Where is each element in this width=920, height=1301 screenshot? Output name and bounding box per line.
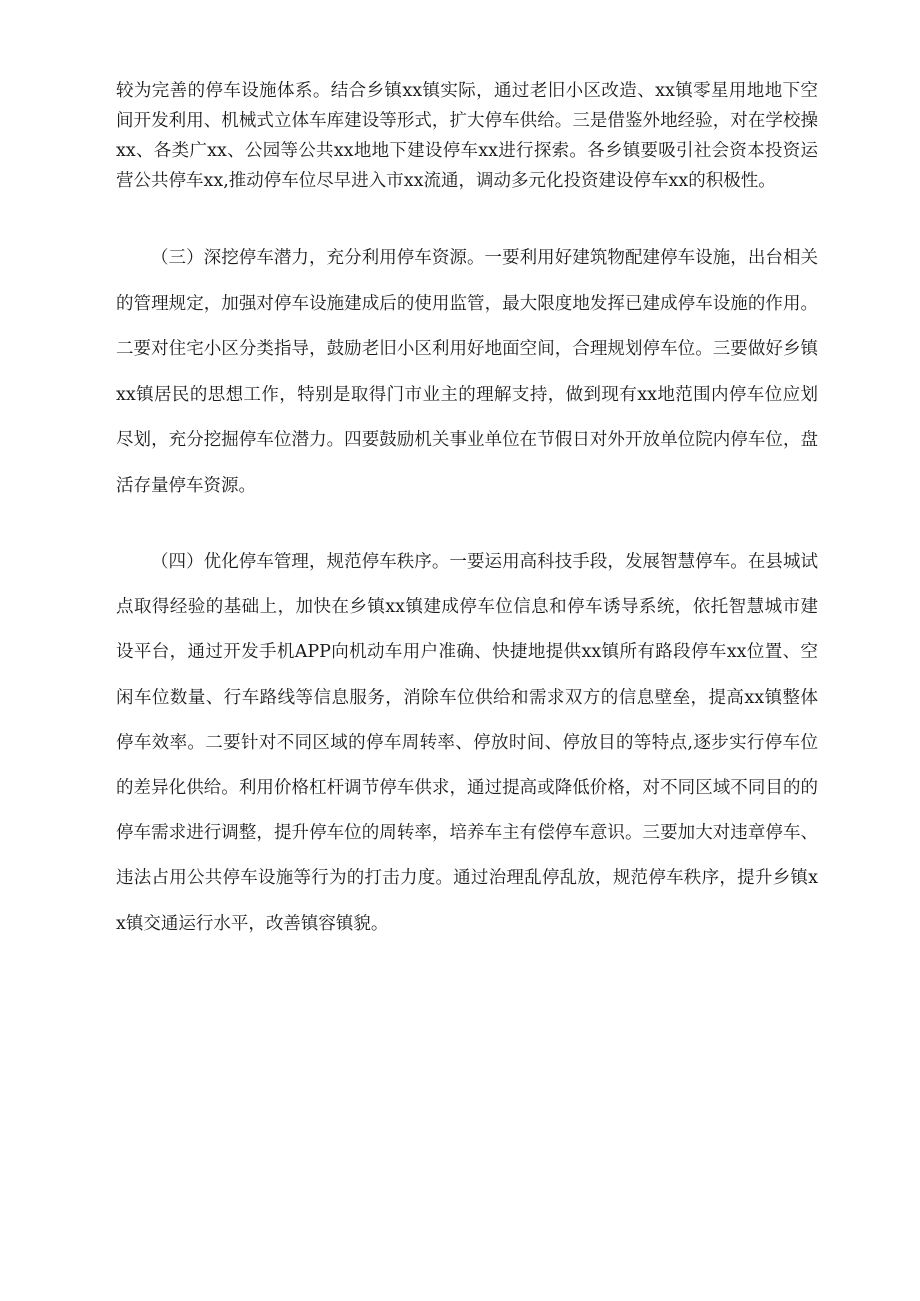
- body-paragraph-3: （四）优化停车管理，规范停车秩序。一要运用高科技手段，发展智慧停车。在县城试点取得经验的基础上，加快在乡镇xx镇建成停车位信息和停车诱导系统，依托智慧城市建设平台，通过开发手机APP向机动车用户准确、快捷地提供xx镇所有路段停车xx位置、空闲车位数量、行车路线等信息服务，消除车位供给和需求双方的信息壁垒，提高xx镇整体停车效率。二要针对不同区域的停车周转率、停放时间、停放目的等特点,逐步实行停车位的差异化供给。利用价格杠杆调节停车供求，通过提高或降低价格，对不同区域不同目的的停车需求进行调整，提升停车位的周转率，培养车主有偿停车意识。三要加大对违章停车、违法占用公共停车设施等行为的打击力度。通过治理乱停乱放，规范停车秩序，提升乡镇xx镇交通运行水平，改善镇容镇貌。: [116, 552, 818, 934]
- body-paragraph-1: 较为完善的停车设施体系。结合乡镇xx镇实际，通过老旧小区改造、xx镇零星用地地下空间开发利用、机械式立体车库建设等形式，扩大停车供给。三是借鉴外地经验，对在学校操xx、各类广xx、公园等公共xx地地下建设停车xx进行探索。各乡镇要吸引社会资本投资运营公共停车xx,推动停车位尽早进入市xx流通，调动多元化投资建设停车xx的积极性。: [116, 81, 818, 191]
- body-paragraph-2: （三）深挖停车潜力，充分利用停车资源。一要利用好建筑物配建停车设施，出台相关的管理规定，加强对停车设施建成后的使用监管，最大限度地发挥已建成停车设施的作用。二要对住宅小区分类指导，鼓励老旧小区利用好地面空间，合理规划停车位。三要做好乡镇xx镇居民的思想工作，特别是取得门市业主的理解支持，做到现有xx地范围内停车位应划尽划，充分挖掘停车位潜力。四要鼓励机关事业单位在节假日对外开放单位院内停车位，盘活存量停车资源。: [116, 248, 818, 496]
